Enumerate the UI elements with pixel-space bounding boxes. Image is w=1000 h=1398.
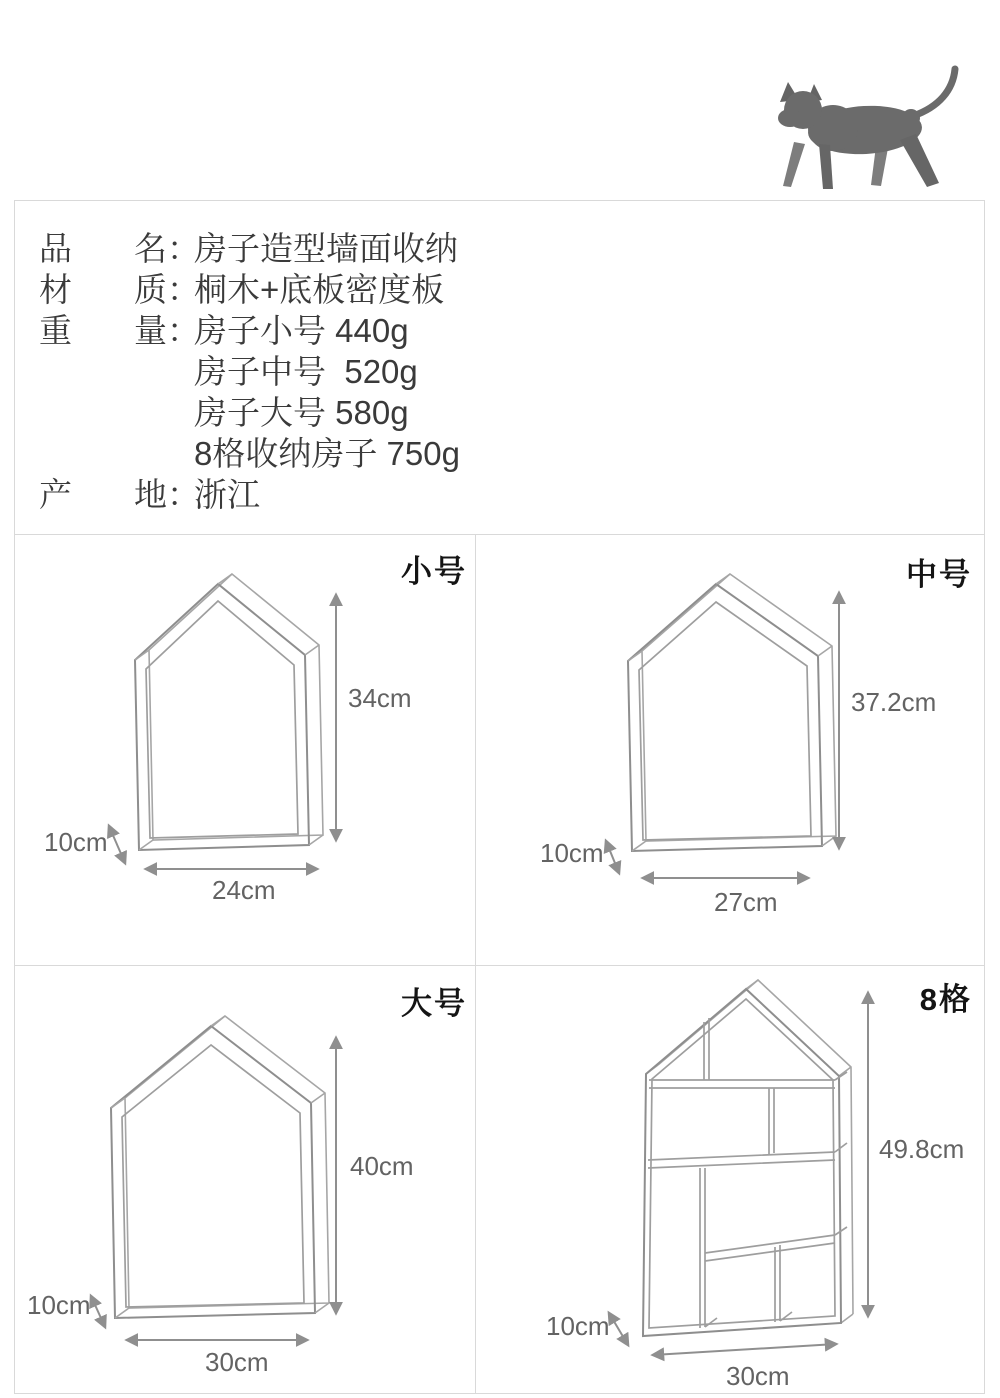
spec-value: 房子大号 580g <box>194 394 409 431</box>
spec-label: 品 名 <box>39 230 167 267</box>
spec-label <box>39 433 167 474</box>
cat-leg <box>783 142 805 187</box>
spec-label: 材 质 <box>39 271 167 308</box>
cat-muzzle <box>778 109 802 127</box>
size-label: 大号 <box>401 986 467 1021</box>
spec-value: 浙江 <box>194 476 260 513</box>
panel-8grid <box>476 966 984 1393</box>
width-dimension: 30cm <box>726 1361 790 1391</box>
height-dimension: 34cm <box>348 683 412 713</box>
spec-value: 8格收纳房子 750g <box>194 435 460 472</box>
size-label: 小号 <box>401 554 467 589</box>
cat-tail <box>913 69 955 116</box>
size-label: 中号 <box>906 557 972 592</box>
spec-colon <box>167 392 194 433</box>
depth-dimension: 10cm <box>540 838 604 868</box>
size-label: 8格 <box>919 982 972 1017</box>
spec-value: 房子小号 440g <box>194 312 409 349</box>
depth-dimension: 10cm <box>44 827 108 857</box>
cat-image <box>753 60 971 194</box>
panel-large <box>15 966 475 1393</box>
spec-colon: ： <box>167 230 200 267</box>
cat-leg <box>900 134 939 187</box>
height-dimension: 37.2cm <box>851 687 937 717</box>
spec-colon: ： <box>167 271 200 308</box>
spec-label <box>39 351 167 392</box>
spec-label: 重 量 <box>39 312 167 349</box>
spec-colon: ： <box>167 312 200 349</box>
panel-medium <box>476 535 984 965</box>
spec-row-weight-medium <box>39 351 984 392</box>
height-dimension: 49.8cm <box>879 1134 965 1164</box>
spec-row-material <box>39 269 984 310</box>
width-dimension: 30cm <box>205 1347 269 1377</box>
spec-value: 房子中号 520g <box>194 353 418 390</box>
spec-label: 产 地 <box>39 476 167 513</box>
depth-dimension: 10cm <box>546 1311 610 1341</box>
spec-sheet <box>14 200 985 1394</box>
spec-colon <box>167 351 194 392</box>
spec-value: 桐木+底板密度板 <box>194 271 445 308</box>
spec-label <box>39 392 167 433</box>
spec-value: 房子造型墙面收纳 <box>194 230 458 267</box>
spec-row-weight <box>39 310 984 351</box>
width-dimension: 24cm <box>212 875 276 905</box>
panel-small <box>15 535 475 965</box>
size-diagram-grid <box>15 535 984 1393</box>
spec-row-weight-8grid <box>39 433 984 474</box>
cat-tail-base <box>902 109 920 127</box>
spec-colon <box>167 433 194 474</box>
width-dimension: 27cm <box>714 887 778 917</box>
spec-box <box>15 201 984 535</box>
depth-dimension: 10cm <box>27 1290 91 1320</box>
height-dimension: 40cm <box>350 1151 414 1181</box>
spec-row-name <box>39 228 984 269</box>
spec-row-origin <box>39 474 984 515</box>
spec-row-weight-large <box>39 392 984 433</box>
spec-colon: ： <box>167 476 200 513</box>
